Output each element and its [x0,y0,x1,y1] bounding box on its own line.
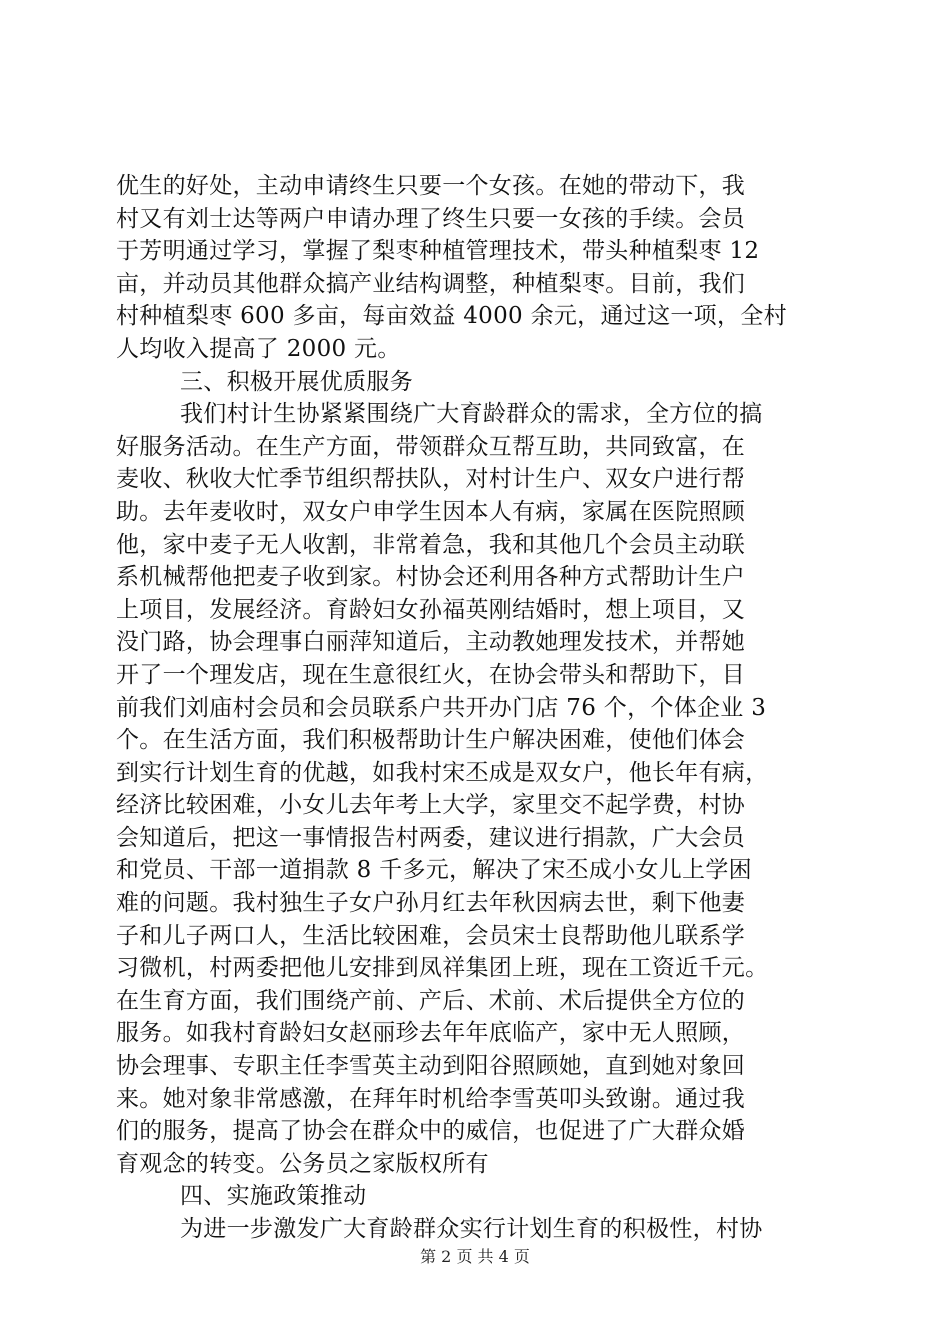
body-text-line: 村种植梨枣 600 多亩，每亩效益 4000 余元，通过这一项，全村 [116,303,787,330]
body-text-line: 会知道后，把这一事情报告村两委，建议进行捐款，广大会员 [116,824,746,851]
body-text-line: 子和儿子两口人，生活比较困难，会员宋士良帮助他儿联系学 [116,922,746,949]
body-text-line: 在生育方面，我们围绕产前、产后、术前、术后提供全方位的 [116,987,746,1014]
body-text-line: 难的问题。我村独生子女户孙月红去年秋因病去世，剩下他妻 [116,890,746,917]
body-text-line: 人均收入提高了 2000 元。 [116,335,401,362]
body-text-line: 和党员、干部一道捐款 8 千多元，解决了宋丕成小女儿上学困 [116,857,752,884]
body-text-line: 他，家中麦子无人收割，非常着急，我和其他几个会员主动联 [116,531,746,558]
body-text-line: 上项目，发展经济。育龄妇女孙福英刚结婚时，想上项目，又 [116,596,746,623]
body-text-line: 没门路，协会理事白丽萍知道后，主动教她理发技术，并帮她 [116,629,746,656]
body-text-line: 协会理事、专职主任李雪英主动到阳谷照顾她，直到她对象回 [116,1053,746,1080]
body-text-line: 前我们刘庙村会员和会员联系户共开办门店 76 个，个体企业 3 [116,694,767,721]
body-text-line: 个。在生活方面，我们积极帮助计生户解决困难，使他们体会 [116,727,746,754]
page-footer: 第 2 页 共 4 页 [420,1247,530,1266]
body-text-line: 开了一个理发店，现在生意很红火，在协会带头和帮助下，目 [116,661,746,688]
body-text-line: 习微机，村两委把他儿安排到凤祥集团上班，现在工资近千元。 [116,955,769,982]
body-text-line: 亩，并动员其他群众搞产业结构调整，种植梨枣。目前，我们 [116,270,746,297]
body-text-line: 们的服务，提高了协会在群众中的威信，也促进了广大群众婚 [116,1118,746,1145]
body-text-line: 四、实施政策推动 [180,1183,367,1210]
body-text-line: 村又有刘士达等两户申请办理了终生只要一女孩的手续。会员 [116,205,746,232]
body-text-line: 育观念的转变。公务员之家版权所有 [116,1150,489,1177]
document-body [116,170,836,1246]
body-text-line: 我们村计生协紧紧围绕广大育龄群众的需求，全方位的搞 [180,401,763,428]
body-text-line: 系机械帮他把麦子收到家。村协会还利用各种方式帮助计生户 [116,564,746,591]
body-text-line: 于芳明通过学习，掌握了梨枣种植管理技术，带头种植梨枣 12 [116,238,760,265]
body-text-line: 服务。如我村育龄妇女赵丽珍去年年底临产，家中无人照顾， [116,1020,746,1047]
body-text-line: 麦收、秋收大忙季节组织帮扶队，对村计生户、双女户进行帮 [116,466,746,493]
body-text-line: 经济比较困难，小女儿去年考上大学，家里交不起学费，村协 [116,792,746,819]
body-text-line: 三、积极开展优质服务 [180,368,413,395]
body-text-line: 好服务活动。在生产方面，带领群众互帮互助，共同致富，在 [116,433,746,460]
body-text-line: 助。去年麦收时，双女户申学生因本人有病，家属在医院照顾 [116,498,746,525]
body-text-line: 来。她对象非常感激，在拜年时机给李雪英叩头致谢。通过我 [116,1085,746,1112]
body-text-line: 到实行计划生育的优越，如我村宋丕成是双女户，他长年有病， [116,759,769,786]
body-text-line: 为进一步激发广大育龄群众实行计划生育的积极性，村协 [180,1216,763,1242]
body-text-line: 优生的好处，主动申请终生只要一个女孩。在她的带动下，我 [116,173,746,199]
